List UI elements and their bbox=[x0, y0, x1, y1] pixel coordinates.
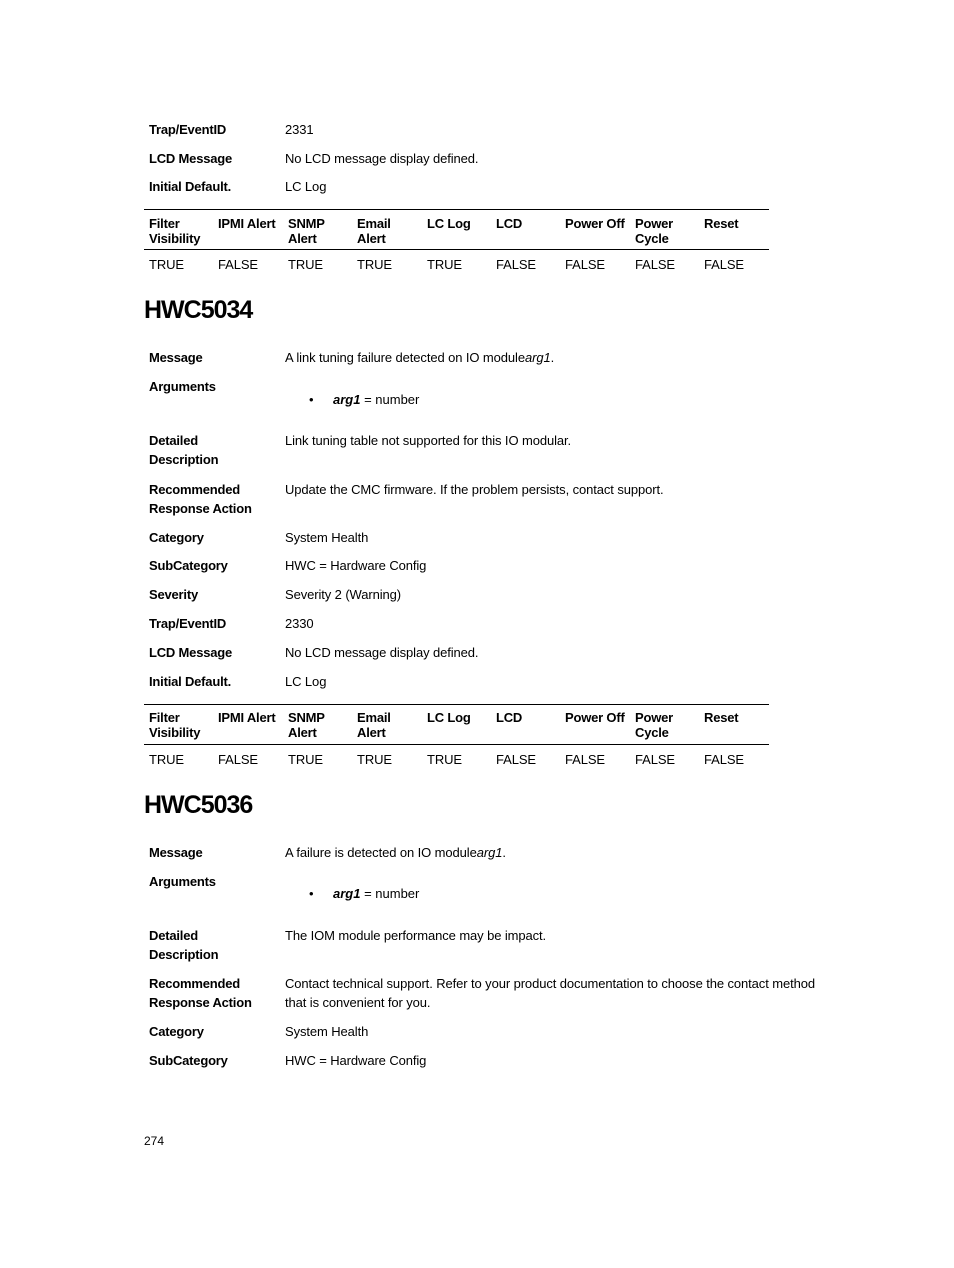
cell: TRUE bbox=[427, 752, 462, 767]
field-value: The IOM module performance may be impact. bbox=[285, 928, 547, 943]
field-label: Detailed Description bbox=[149, 928, 219, 962]
field-value: HWC = Hardware Config bbox=[285, 1053, 427, 1068]
field-value: Contact technical support. Refer to your product documentation to choose the contact method that is convenient for you. bbox=[285, 976, 815, 1010]
header-lcd: LCD bbox=[496, 216, 523, 231]
header-email-alert: Email Alert bbox=[357, 216, 391, 246]
field-label: Arguments bbox=[149, 379, 216, 394]
header-snmp-alert: SNMP Alert bbox=[288, 710, 325, 740]
field-label: SubCategory bbox=[149, 1053, 228, 1068]
field-label: Detailed Description bbox=[149, 433, 219, 467]
header-reset: Reset bbox=[704, 710, 739, 725]
header-filter-visibility: Filter Visibility bbox=[149, 710, 201, 740]
field-label: Arguments bbox=[149, 874, 216, 889]
header-lcd: LCD bbox=[496, 710, 523, 725]
field-value: Severity 2 (Warning) bbox=[285, 587, 401, 602]
cell: FALSE bbox=[565, 752, 605, 767]
field-label: Message bbox=[149, 845, 203, 860]
page-number: 274 bbox=[144, 1134, 165, 1148]
cell: FALSE bbox=[218, 752, 258, 767]
field-value: System Health bbox=[285, 1024, 369, 1039]
field-label: Initial Default. bbox=[149, 674, 232, 689]
field-label: Category bbox=[149, 530, 204, 545]
header-filter-visibility: Filter Visibility bbox=[149, 216, 201, 246]
header-lc-log: LC Log bbox=[427, 710, 471, 725]
field-value: No LCD message display defined. bbox=[285, 645, 479, 660]
cell: FALSE bbox=[218, 257, 258, 272]
bullet-icon: • bbox=[309, 886, 314, 901]
header-power-cycle: Power Cycle bbox=[635, 216, 674, 246]
cell: FALSE bbox=[635, 752, 675, 767]
cell: TRUE bbox=[427, 257, 462, 272]
field-label: Message bbox=[149, 350, 203, 365]
header-reset: Reset bbox=[704, 216, 739, 231]
field-label: Category bbox=[149, 1024, 204, 1039]
field-value: System Health bbox=[285, 530, 369, 545]
field-value: 2331 bbox=[285, 122, 314, 137]
field-label: Severity bbox=[149, 587, 198, 602]
section-title-hwc5036: HWC5036 bbox=[144, 791, 253, 819]
document-page: Trap/EventID 2331 LCD Message No LCD message display defined. Initial Default. LC Log Filter Visibility IPMI Alert SNMP Alert Email Alert LC Log LCD Power Off Power Cycle Reset TRUE FALSE TRUE TRUE TRUE FALSE FALSE FALSE FALSE HWC5034 Message A link tuning failure detected on IO modulearg1. Arguments • arg1 = number Detailed Description Link tuning table not supported for this IO modular. Recommended Response Action Update the CMC firmware. If the problem persists, contact support. Category System Health SubCategory HWC = Hardware Config Severity Severity 2 (Warning) Trap/EventID 2330 LCD Message No LCD message display defined. Initial Default. LC Log Filter Visibility IPMI Alert SNMP Alert Email Alert LC Log LCD Power Off Power Cycle Reset TRUE FALSE TRUE TRUE TRUE FALSE FALSE FALSE FALSE HWC5036 Message A failure is detected on IO modulearg1. Arguments • arg1 = number Detailed Description The IOM module performance may be impact. Recommended Response Action Contact technical support. Refer to your product documentation to choose the contact method that is convenient for you. Category System Health SubCategory HWC = Hardware Config 274 bbox=[0, 0, 954, 1268]
field-value: Update the CMC firmware. If the problem persists, contact support. bbox=[285, 482, 664, 497]
field-label: LCD Message bbox=[149, 645, 233, 660]
cell: TRUE bbox=[357, 752, 392, 767]
field-value: Link tuning table not supported for this IO modular. bbox=[285, 433, 572, 448]
header-ipmi-alert: IPMI Alert bbox=[218, 216, 276, 231]
field-label: SubCategory bbox=[149, 558, 228, 573]
field-value: A link tuning failure detected on IO modulearg1. bbox=[285, 350, 555, 365]
field-value: LC Log bbox=[285, 674, 327, 689]
header-power-cycle: Power Cycle bbox=[635, 710, 674, 740]
field-value: 2330 bbox=[285, 616, 314, 631]
field-label: Recommended Response Action bbox=[149, 976, 252, 1010]
cell: TRUE bbox=[288, 257, 323, 272]
header-email-alert: Email Alert bbox=[357, 710, 391, 740]
cell: FALSE bbox=[565, 257, 605, 272]
cell: FALSE bbox=[635, 257, 675, 272]
section-title-hwc5034: HWC5034 bbox=[144, 296, 253, 324]
cell: TRUE bbox=[149, 752, 184, 767]
field-value: A failure is detected on IO modulearg1. bbox=[285, 845, 506, 860]
field-label: Initial Default. bbox=[149, 179, 232, 194]
cell: TRUE bbox=[357, 257, 392, 272]
field-label: Trap/EventID bbox=[149, 616, 227, 631]
field-value: HWC = Hardware Config bbox=[285, 558, 427, 573]
cell: TRUE bbox=[288, 752, 323, 767]
field-label: Trap/EventID bbox=[149, 122, 227, 137]
cell: FALSE bbox=[704, 257, 744, 272]
header-lc-log: LC Log bbox=[427, 216, 471, 231]
header-power-off: Power Off bbox=[565, 710, 625, 725]
cell: FALSE bbox=[496, 257, 536, 272]
header-ipmi-alert: IPMI Alert bbox=[218, 710, 276, 725]
header-power-off: Power Off bbox=[565, 216, 625, 231]
cell: FALSE bbox=[704, 752, 744, 767]
header-snmp-alert: SNMP Alert bbox=[288, 216, 325, 246]
field-label: Recommended Response Action bbox=[149, 482, 252, 516]
field-label: LCD Message bbox=[149, 151, 233, 166]
cell: FALSE bbox=[496, 752, 536, 767]
bullet-icon: • bbox=[309, 392, 314, 407]
field-value: LC Log bbox=[285, 179, 327, 194]
cell: TRUE bbox=[149, 257, 184, 272]
field-value: No LCD message display defined. bbox=[285, 151, 479, 166]
